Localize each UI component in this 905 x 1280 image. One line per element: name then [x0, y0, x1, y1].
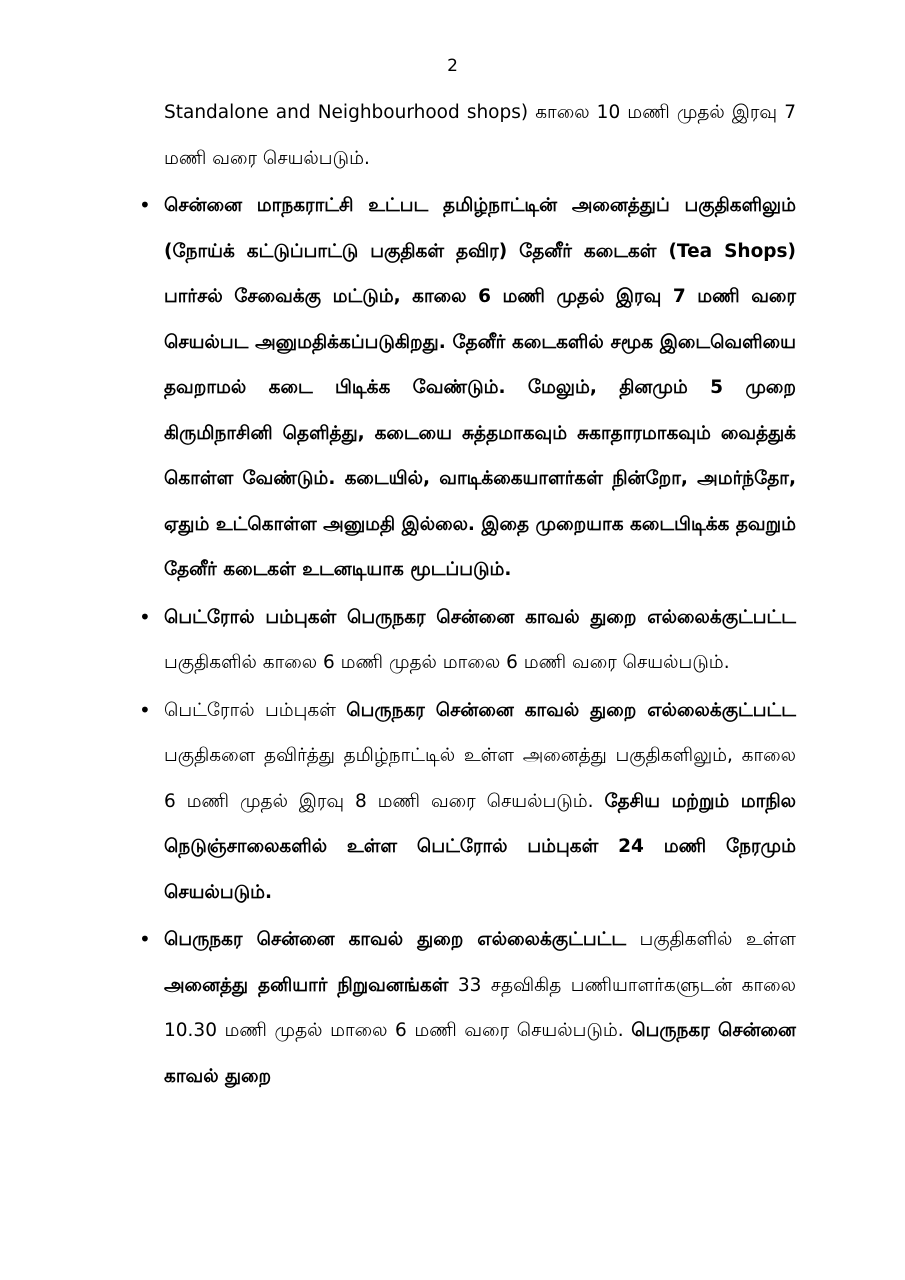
- text-run: பெருநகர சென்னை காவல் துறை: [164, 1020, 796, 1087]
- text-run: சென்னை மாநகராட்சி உட்பட தமிழ்நாட்டின் அனைத்துப் பகுதிகளிலும் (நோய்க் கட்டுப்பாட்டு பகுதிகள் தவிர) தேனீர் கடைகள் (Tea Shops) பார்சல் சேவைக்கு மட்டும், காலை 6 மணி முதல் இரவு 7 மணி வரை செயல்பட அனுமதிக்கப்படுகிறது. தேனீர் கடைகளில் சமூக இடைவெளியை தவறாமல் கடை பிடிக்க வேண்டும். மேலும், தினமும் 5 முறை கிருமிநாசினி தெளித்து, கடையை சுத்தமாகவும் சுகாதாரமாகவும் வைத்துக் கொள்ள வேண்டும். கடையில், வாடிக்கையாளர்கள் நின்றோ, அமர்ந்தோ, ஏதும் உட்கொள்ள அனுமதி இல்லை. இதை முறையாக கடைபிடிக்க தவறும் தேனீர் கடைகள் உடனடியாக மூடப்படும்.: [164, 195, 796, 580]
- list-item-private-companies: [139, 917, 796, 1099]
- text-run: பகுதிகளில் காலை 6 மணி முதல் மாலை 6 மணி வரை செயல்படும்.: [164, 652, 730, 673]
- text-run: தேசிய மற்றும் மாநில நெடுஞ்சாலைகளில் உள்ள பெட்ரோல் பம்புகள் 24 மணி நேரமும் செயல்படும்.: [164, 790, 796, 903]
- paragraph-shop-hours-continued: [164, 90, 796, 181]
- text-run: பெட்ரோல் பம்புகள் பெருநகர சென்னை காவல் துறை எல்லைக்குட்பட்ட: [164, 606, 796, 628]
- text-run: பெருநகர சென்னை காவல் துறை எல்லைக்குட்பட்ட: [164, 929, 627, 950]
- text-run: பகுதிகளில் உள்ள: [626, 929, 796, 950]
- text-run: 33 சதவிகித பணியாளர்களுடன் காலை 10.30 மணி முதல் மாலை 6 மணி வரை செயல்படும்.: [164, 974, 796, 1041]
- list-item-petrol-pumps-chennai: [139, 595, 796, 686]
- list-item-petrol-pumps-other-areas: [139, 688, 796, 916]
- bullet-icon: •: [139, 193, 151, 217]
- list-item-tea-shops: [139, 183, 796, 593]
- text-run: பகுதிகளை தவிர்த்து தமிழ்நாட்டில் உள்ள அனைத்து பகுதிகளிலும், காலை 6 மணி முதல் இரவு 8 மணி வரை செயல்படும்.: [164, 745, 796, 812]
- text-run: பெட்ரோல் பம்புகள்: [164, 699, 347, 721]
- text-run: அனைத்து தனியார் நிறுவனங்கள்: [164, 974, 449, 996]
- page-number: 2: [447, 56, 458, 76]
- text-run: பெருநகர சென்னை காவல் துறை எல்லைக்குட்பட்ட: [346, 699, 796, 721]
- text-run: Standalone and Neighbourhood shops) காலை 10 மணி முதல் இரவு 7 மணி வரை செயல்படும்.: [164, 102, 796, 169]
- document-body: [139, 90, 796, 1099]
- bullet-icon: •: [139, 697, 151, 722]
- bullet-icon: •: [139, 927, 151, 951]
- bullet-icon: •: [139, 604, 151, 629]
